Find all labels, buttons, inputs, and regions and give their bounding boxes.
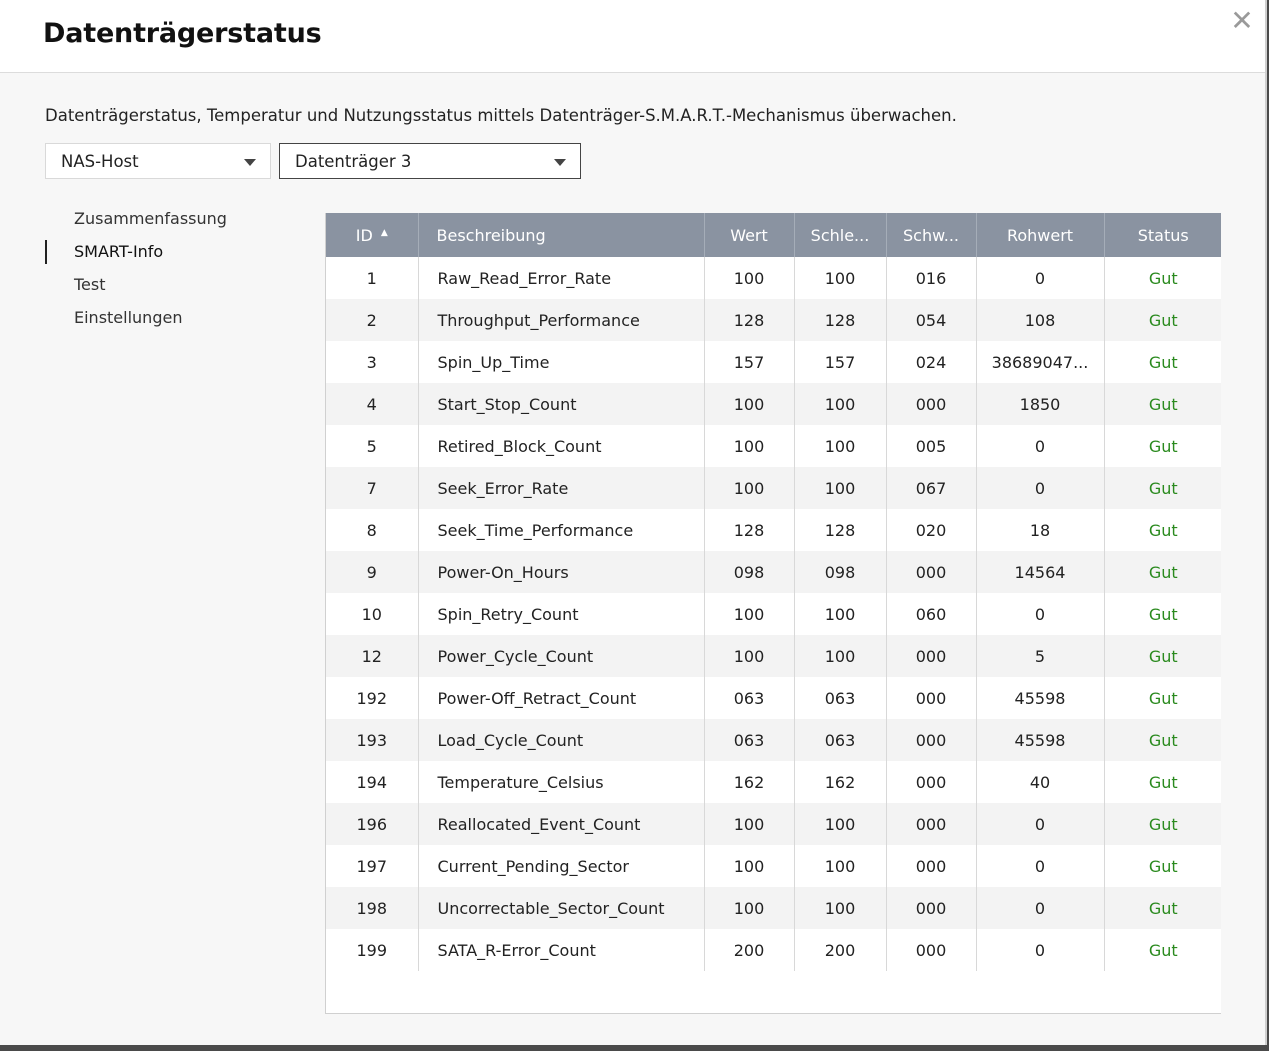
cell-threshold: 000 <box>886 929 976 971</box>
cell-description: Power-On_Hours <box>418 551 704 593</box>
column-header-raw-value[interactable]: Rohwert <box>976 213 1104 257</box>
cell-id: 197 <box>326 845 418 887</box>
cell-description: Temperature_Celsius <box>418 761 704 803</box>
smart-table-body <box>326 257 1221 971</box>
cell-raw-value: 0 <box>976 887 1104 929</box>
cell-status: Gut <box>1148 646 1178 666</box>
cell-worst: 200 <box>794 929 886 971</box>
cell-id: 5 <box>326 425 418 467</box>
cell-id: 1 <box>326 257 418 299</box>
table-row[interactable] <box>326 761 1221 803</box>
cell-threshold: 000 <box>886 845 976 887</box>
cell-description: Power-Off_Retract_Count <box>418 677 704 719</box>
cell-status: Gut <box>1148 478 1178 498</box>
cell-threshold: 000 <box>886 803 976 845</box>
cell-description: Reallocated_Event_Count <box>418 803 704 845</box>
table-row[interactable] <box>326 677 1221 719</box>
sort-ascending-icon: ▲ <box>380 227 388 238</box>
cell-description: Raw_Read_Error_Rate <box>418 257 704 299</box>
table-row[interactable] <box>326 425 1221 467</box>
cell-worst: 157 <box>794 341 886 383</box>
cell-threshold: 000 <box>886 719 976 761</box>
smart-table-container <box>325 213 1221 1014</box>
column-header-worst[interactable]: Schle... <box>794 213 886 257</box>
cell-status: Gut <box>1148 310 1178 330</box>
cell-threshold: 054 <box>886 299 976 341</box>
cell-worst: 100 <box>794 887 886 929</box>
cell-id: 198 <box>326 887 418 929</box>
cell-description: Uncorrectable_Sector_Count <box>418 887 704 929</box>
cell-threshold: 020 <box>886 509 976 551</box>
cell-id: 196 <box>326 803 418 845</box>
cell-value: 063 <box>704 677 794 719</box>
cell-id: 192 <box>326 677 418 719</box>
cell-worst: 100 <box>794 593 886 635</box>
cell-raw-value: 0 <box>976 803 1104 845</box>
table-row[interactable] <box>326 467 1221 509</box>
cell-threshold: 060 <box>886 593 976 635</box>
cell-threshold: 005 <box>886 425 976 467</box>
cell-raw-value: 0 <box>976 467 1104 509</box>
cell-raw-value: 108 <box>976 299 1104 341</box>
cell-worst: 100 <box>794 803 886 845</box>
cell-value: 100 <box>704 845 794 887</box>
cell-id: 194 <box>326 761 418 803</box>
cell-value: 128 <box>704 299 794 341</box>
cell-value: 098 <box>704 551 794 593</box>
column-header-status[interactable]: Status <box>1137 225 1189 245</box>
host-select[interactable] <box>45 143 271 179</box>
nav-item-settings[interactable]: Einstellungen <box>74 308 183 327</box>
cell-worst: 100 <box>794 425 886 467</box>
cell-value: 200 <box>704 929 794 971</box>
cell-status: Gut <box>1148 856 1178 876</box>
cell-status: Gut <box>1148 730 1178 750</box>
cell-worst: 100 <box>794 383 886 425</box>
chevron-down-icon <box>244 159 256 166</box>
cell-threshold: 067 <box>886 467 976 509</box>
cell-threshold: 000 <box>886 761 976 803</box>
cell-status: Gut <box>1148 268 1178 288</box>
cell-description: Retired_Block_Count <box>418 425 704 467</box>
cell-value: 100 <box>704 803 794 845</box>
cell-raw-value: 0 <box>976 929 1104 971</box>
table-row[interactable] <box>326 509 1221 551</box>
table-row[interactable] <box>326 929 1221 971</box>
cell-worst: 128 <box>794 299 886 341</box>
cell-value: 100 <box>704 425 794 467</box>
cell-description: Throughput_Performance <box>418 299 704 341</box>
cell-value: 100 <box>704 887 794 929</box>
cell-id: 3 <box>326 341 418 383</box>
host-select-value: NAS-Host <box>61 152 139 171</box>
cell-id: 10 <box>326 593 418 635</box>
cell-status: Gut <box>1148 772 1178 792</box>
cell-value: 162 <box>704 761 794 803</box>
dialog-header <box>0 0 1265 73</box>
cell-threshold: 000 <box>886 383 976 425</box>
cell-raw-value: 0 <box>976 845 1104 887</box>
table-row[interactable] <box>326 257 1221 299</box>
table-row[interactable] <box>326 635 1221 677</box>
cell-id: 199 <box>326 929 418 971</box>
cell-threshold: 000 <box>886 551 976 593</box>
cell-raw-value: 5 <box>976 635 1104 677</box>
table-row[interactable] <box>326 845 1221 887</box>
cell-status: Gut <box>1148 562 1178 582</box>
side-nav <box>45 206 227 338</box>
cell-worst: 063 <box>794 719 886 761</box>
cell-raw-value: 18 <box>976 509 1104 551</box>
cell-raw-value: 0 <box>976 425 1104 467</box>
disk-select[interactable] <box>279 143 581 179</box>
cell-raw-value: 38689047... <box>976 341 1104 383</box>
disk-select-value: Datenträger 3 <box>295 152 412 171</box>
cell-id: 8 <box>326 509 418 551</box>
table-row[interactable] <box>326 341 1221 383</box>
cell-description: Spin_Retry_Count <box>418 593 704 635</box>
cell-id: 9 <box>326 551 418 593</box>
dialog-description: Datenträgerstatus, Temperatur und Nutzungsstatus mittels Datenträger-S.M.A.R.T.-Mechanismus überwachen. <box>45 106 957 125</box>
nav-item-summary[interactable]: Zusammenfassung <box>74 209 227 228</box>
column-header-threshold[interactable]: Schw... <box>886 213 976 257</box>
table-header-row <box>326 213 1221 257</box>
column-header-id[interactable]: ID ▲ <box>326 213 418 257</box>
cell-description: Power_Cycle_Count <box>418 635 704 677</box>
cell-raw-value: 14564 <box>976 551 1104 593</box>
cell-raw-value: 45598 <box>976 677 1104 719</box>
cell-description: Load_Cycle_Count <box>418 719 704 761</box>
cell-worst: 098 <box>794 551 886 593</box>
cell-worst: 100 <box>794 845 886 887</box>
cell-raw-value: 1850 <box>976 383 1104 425</box>
chevron-down-icon <box>554 159 566 166</box>
cell-value: 100 <box>704 635 794 677</box>
cell-raw-value: 40 <box>976 761 1104 803</box>
cell-status: Gut <box>1148 940 1178 960</box>
cell-value: 100 <box>704 593 794 635</box>
cell-description: Spin_Up_Time <box>418 341 704 383</box>
cell-value: 100 <box>704 467 794 509</box>
cell-description: Current_Pending_Sector <box>418 845 704 887</box>
cell-worst: 063 <box>794 677 886 719</box>
table-row[interactable] <box>326 299 1221 341</box>
cell-worst: 100 <box>794 257 886 299</box>
close-icon[interactable]: ✕ <box>1230 4 1254 37</box>
smart-table <box>326 213 1221 971</box>
dialog-title: Datenträgerstatus <box>43 18 322 49</box>
cell-status: Gut <box>1148 604 1178 624</box>
cell-raw-value: 0 <box>976 593 1104 635</box>
cell-raw-value: 0 <box>976 257 1104 299</box>
cell-value: 128 <box>704 509 794 551</box>
column-header-value[interactable]: Wert <box>704 213 794 257</box>
cell-description: Seek_Error_Rate <box>418 467 704 509</box>
table-row[interactable] <box>326 383 1221 425</box>
cell-worst: 100 <box>794 635 886 677</box>
cell-worst: 100 <box>794 467 886 509</box>
table-row[interactable] <box>326 719 1221 761</box>
cell-description: Seek_Time_Performance <box>418 509 704 551</box>
table-row[interactable] <box>326 551 1221 593</box>
cell-worst: 162 <box>794 761 886 803</box>
cell-id: 4 <box>326 383 418 425</box>
cell-status: Gut <box>1148 688 1178 708</box>
cell-threshold: 024 <box>886 341 976 383</box>
cell-threshold: 000 <box>886 635 976 677</box>
cell-id: 2 <box>326 299 418 341</box>
nav-item-smart-info[interactable]: SMART-Info <box>45 239 227 272</box>
cell-threshold: 016 <box>886 257 976 299</box>
cell-threshold: 000 <box>886 887 976 929</box>
cell-status: Gut <box>1148 520 1178 540</box>
cell-description: SATA_R-Error_Count <box>418 929 704 971</box>
cell-value: 100 <box>704 383 794 425</box>
cell-status: Gut <box>1148 352 1178 372</box>
cell-status: Gut <box>1148 814 1178 834</box>
cell-description: Start_Stop_Count <box>418 383 704 425</box>
cell-worst: 128 <box>794 509 886 551</box>
cell-status: Gut <box>1148 436 1178 456</box>
column-header-description[interactable]: Beschreibung <box>418 213 704 257</box>
table-row[interactable] <box>326 593 1221 635</box>
cell-raw-value: 45598 <box>976 719 1104 761</box>
cell-status: Gut <box>1148 898 1178 918</box>
cell-id: 193 <box>326 719 418 761</box>
table-row[interactable] <box>326 887 1221 929</box>
cell-id: 7 <box>326 467 418 509</box>
cell-value: 157 <box>704 341 794 383</box>
cell-threshold: 000 <box>886 677 976 719</box>
cell-value: 100 <box>704 257 794 299</box>
cell-value: 063 <box>704 719 794 761</box>
cell-id: 12 <box>326 635 418 677</box>
cell-status: Gut <box>1148 394 1178 414</box>
table-row[interactable] <box>326 803 1221 845</box>
nav-item-test[interactable]: Test <box>74 275 106 294</box>
